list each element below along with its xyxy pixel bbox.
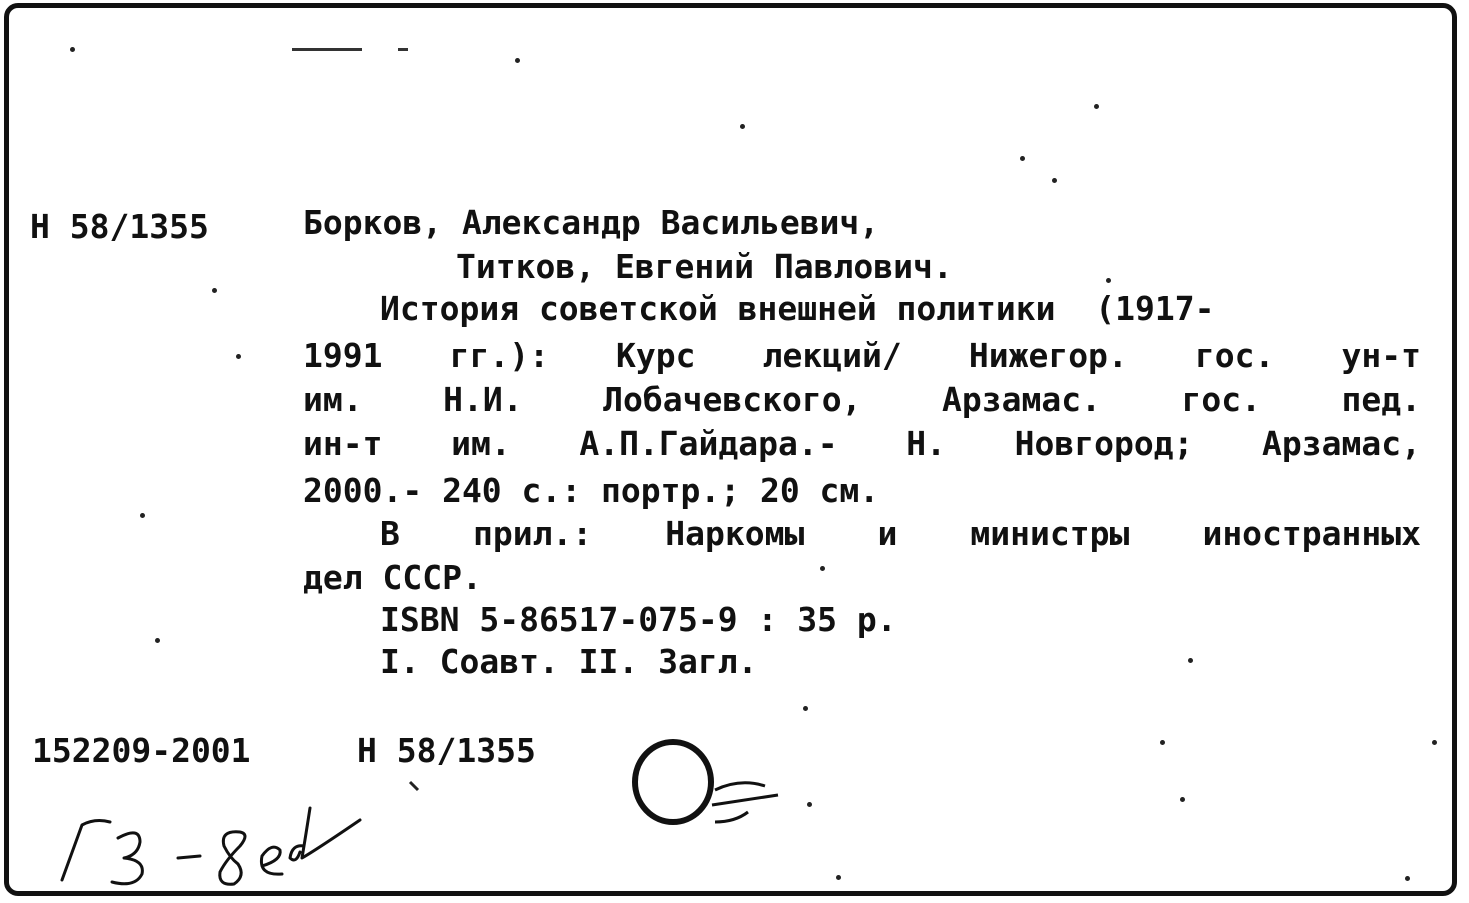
title-line: История советской внешней политики (1917- [380,289,1215,328]
title-line: им. Н.И. Лобачевского, Арзамас. гос. пед. [303,380,1421,419]
shelf-mark: Н 58/1355 [30,207,209,246]
isbn-line: ISBN 5-86517-075-9 : 35 р. [380,600,897,639]
tracings-line: I. Соавт. II. Загл. [380,642,758,681]
author-line: Борков, Александр Васильевич, [303,203,880,242]
title-line: 1991 гг.): Курс лекций/ Нижегор. гос. ун-т [303,336,1421,375]
note-line: В прил.: Наркомы и министры иностранных [380,514,1421,553]
shelf-mark-bottom: Н 58/1355 [357,731,536,770]
coauthor-line: Титков, Евгений Павлович. [456,247,953,286]
accession-number: 152209-2001 [32,731,251,770]
note-line: дел СССР. [303,558,482,597]
title-line: ин-т им. А.П.Гайдара.- Н. Новгород; Арзамас, [303,424,1421,463]
title-line: 2000.- 240 с.: портр.; 20 см. [303,471,880,510]
